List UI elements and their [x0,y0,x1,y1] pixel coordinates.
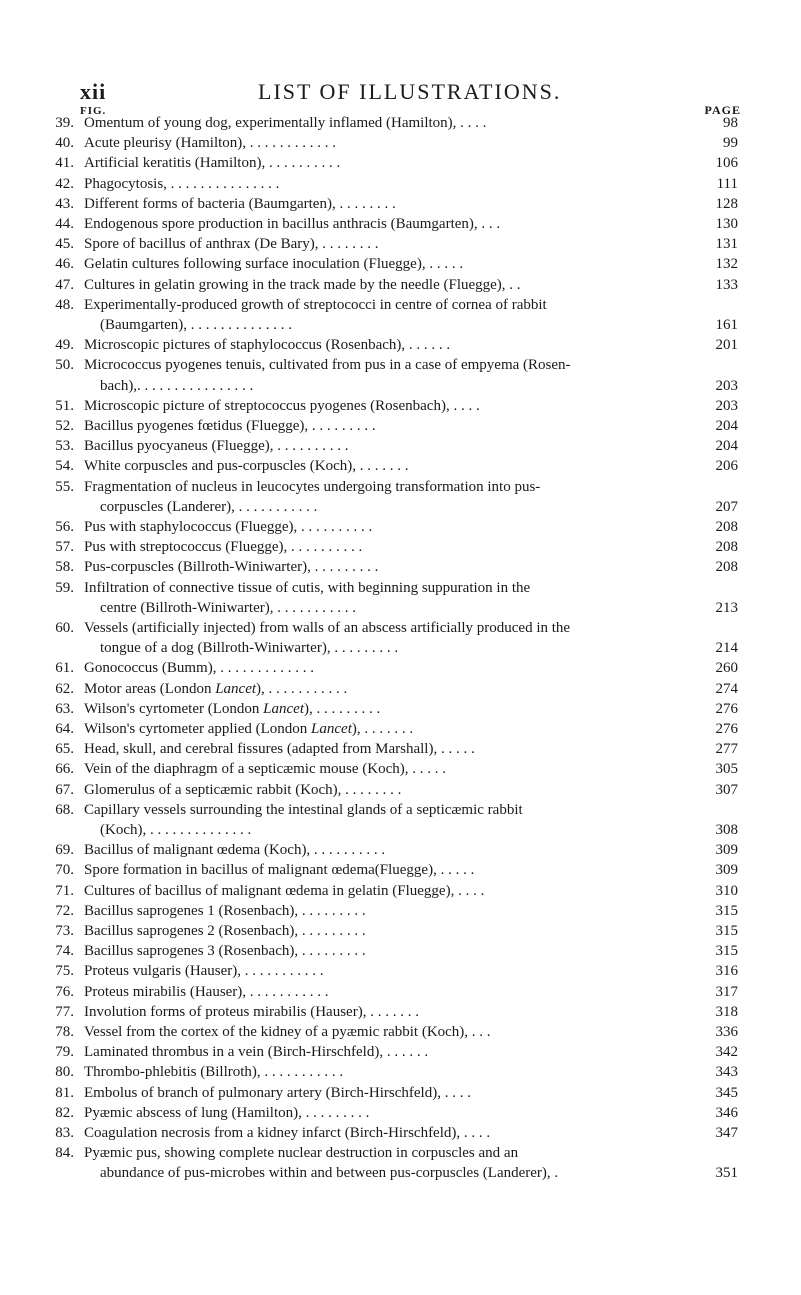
list-item [0,418,801,438]
page-reference: 132 [715,256,738,273]
figure-number: 73. [55,923,74,939]
figure-caption-line: (Baumgarten), . . . . . . . . . . . . . . [100,316,293,333]
page-reference: 214 [715,640,738,657]
list-item [0,984,801,1004]
page-reference: 317 [715,983,738,1000]
list-item [0,115,801,135]
figure-number: 48. [55,296,74,313]
list-item [0,1125,801,1145]
list-item [0,741,801,761]
figure-caption-line: Head, skull, and cerebral fissures (adapted from Marshall), . . . . . [84,741,475,758]
list-item [0,1064,801,1084]
list-item [0,216,801,236]
figure-caption-line: Involution forms of proteus mirabilis (Hauser), . . . . . . . [84,1003,419,1020]
list-item [0,701,801,721]
figure-caption-line: Pus with streptococcus (Fluegge), . . . . . . . . . . [84,539,363,556]
figure-caption-line: Fragmentation of nucleus in leucocytes undergoing transformation into pus- [84,478,541,495]
figure-caption-line: Capillary vessels surrounding the intestinal glands of a septicæmic rabbit [84,801,523,818]
list-item [0,256,801,276]
page-reference: 203 [715,397,738,414]
page-reference: 315 [715,923,738,939]
list-item [0,620,801,660]
figure-number: 66. [55,761,74,778]
page-reference: 204 [715,418,738,434]
list-item [0,479,801,519]
list-item [0,660,801,680]
figure-caption-line: abundance of pus-microbes within and between pus-corpuscles (Landerer), . [100,1165,559,1182]
figure-caption-line: Different forms of bacteria (Baumgarten), . . . . . . . . [84,195,396,212]
figure-number: 46. [55,256,74,273]
figure-number: 47. [55,276,74,293]
page-reference: 111 [716,175,738,192]
page-reference: 315 [715,943,738,960]
figure-number: 49. [55,337,74,354]
list-item [0,1024,801,1044]
figure-number: 72. [55,902,74,919]
list-item [0,963,801,983]
figure-number: 60. [55,620,74,636]
figure-number: 77. [55,1003,74,1020]
list-item [0,782,801,802]
figure-number: 62. [55,680,74,697]
page-reference: 343 [715,1064,738,1081]
list-item [0,802,801,842]
figure-caption-line: Wilson's cyrtometer (London Lancet), . . . . . . . . . [84,700,381,717]
list-item [0,398,801,418]
page-reference: 316 [715,963,738,980]
list-item [0,236,801,256]
page-reference: 315 [715,902,738,919]
figure-caption-line: Vessel from the cortex of the kidney of a pyæmic rabbit (Koch), . . . [84,1024,491,1040]
running-head: LIST OF ILLUSTRATIONS. [258,79,562,104]
list-item [0,580,801,620]
page-reference: 203 [715,377,738,394]
figure-caption-line: Spore of bacillus of anthrax (De Bary), . . . . . . . . [84,236,379,253]
page-reference: 274 [715,680,738,697]
page-reference: 277 [715,741,738,758]
page-reference: 305 [715,761,738,778]
page-reference: 276 [715,700,738,717]
list-item [0,519,801,539]
figure-number: 80. [55,1064,74,1081]
list-item [0,923,801,943]
figure-caption-line: Vein of the diaphragm of a septicæmic mouse (Koch), . . . . . [84,761,446,778]
page-reference: 208 [715,539,738,556]
figure-number: 76. [55,983,74,1000]
figure-number: 69. [55,842,74,859]
figure-caption-line: Bacillus of malignant œdema (Koch), . . . . . . . . . . [84,842,386,859]
figure-caption-line: Experimentally-produced growth of streptococci in centre of cornea of rabbit [84,296,547,313]
fig-column-label: FIG. [80,105,107,117]
page-reference: 130 [715,216,738,232]
figure-caption-line: Phagocytosis, . . . . . . . . . . . . . . . [84,175,280,192]
figure-caption-line: Pyæmic pus, showing complete nuclear destruction in corpuscles and an [84,1145,519,1162]
figure-number: 59. [55,579,74,596]
page-reference: 204 [715,438,738,455]
page-reference: 260 [715,660,738,677]
figure-caption-line: (Koch), . . . . . . . . . . . . . . [100,821,252,838]
list-item [0,1105,801,1125]
figure-caption-line: Pus with staphylococcus (Fluegge), . . . . . . . . . . [84,519,373,535]
page-reference: 309 [715,842,738,859]
figure-caption-line: Cultures of bacillus of malignant œdema in gelatin (Fluegge), . . . . [84,882,485,899]
page-reference: 342 [715,1044,738,1061]
figure-number: 65. [55,741,74,758]
page-reference: 309 [715,862,738,879]
figure-number: 39. [55,115,74,131]
figure-number: 70. [55,862,74,879]
list-item [0,357,801,397]
list-item [0,903,801,923]
page-reference: 128 [715,195,738,212]
figure-number: 67. [55,781,74,798]
page-reference: 131 [715,236,738,253]
figure-number: 52. [55,418,74,434]
page-reference: 161 [715,316,738,333]
figure-number: 55. [55,478,74,495]
figure-caption-line: Laminated thrombus in a vein (Birch-Hirschfeld), . . . . . . [84,1044,429,1061]
figure-caption-line: Glomerulus of a septicæmic rabbit (Koch), . . . . . . . . [84,781,402,798]
figure-caption-line: Endogenous spore production in bacillus anthracis (Baumgarten), . . . [84,216,501,232]
figure-number: 61. [55,660,74,677]
figure-caption-line: Bacillus saprogenes 3 (Rosenbach), . . . . . . . . . [84,943,366,960]
figure-caption-line: centre (Billroth-Winiwarter), . . . . . . . . . . . [100,599,356,616]
list-item [0,337,801,357]
page-reference: 208 [715,519,738,535]
figure-caption-line: Bacillus saprogenes 2 (Rosenbach), . . . . . . . . . [84,923,366,939]
figure-caption-line: Bacillus pyogenes fœtidus (Fluegge), . . . . . . . . . [84,418,376,434]
figure-number: 82. [55,1104,74,1121]
page-reference: 106 [715,155,738,172]
figure-caption-line: Omentum of young dog, experimentally inflamed (Hamilton), . . . . [84,115,487,131]
list-item [0,438,801,458]
figure-caption-line: Wilson's cyrtometer applied (London Lancet), . . . . . . . [84,721,414,737]
figure-number: 58. [55,559,74,576]
page-number: xii [80,79,107,104]
figure-number: 43. [55,195,74,212]
page-reference: 336 [715,1024,738,1040]
list-item [0,862,801,882]
figure-number: 50. [55,357,74,374]
figure-caption-line: Artificial keratitis (Hamilton), . . . . . . . . . . [84,155,341,172]
figure-number: 53. [55,438,74,455]
list-item [0,1004,801,1024]
figure-caption-line: Bacillus saprogenes 1 (Rosenbach), . . . . . . . . . [84,902,366,919]
page-reference: 133 [715,276,738,293]
page-reference: 276 [715,721,738,737]
figure-number: 51. [55,397,74,414]
figure-caption-line: Cultures in gelatin growing in the track made by the needle (Fluegge), . . [84,276,521,293]
list-item [0,1085,801,1105]
list-item [0,277,801,297]
figure-number: 81. [55,1084,74,1101]
list-item [0,196,801,216]
figure-number: 57. [55,539,74,556]
figure-number: 64. [55,721,74,737]
page-reference: 98 [723,115,738,131]
page-reference: 213 [715,599,738,616]
list-item [0,539,801,559]
page-reference: 351 [715,1165,738,1182]
figure-caption-line: Gelatin cultures following surface inoculation (Fluegge), . . . . . [84,256,464,273]
figure-caption-line: Pus-corpuscles (Billroth-Winiwarter), . . . . . . . . . [84,559,379,576]
figure-number: 45. [55,236,74,253]
figure-number: 40. [55,135,74,152]
page-reference: 310 [715,882,738,899]
list-item [0,681,801,701]
figure-caption-line: bach),. . . . . . . . . . . . . . . . [100,377,254,394]
page-reference: 99 [723,135,738,152]
list-item [0,176,801,196]
figure-caption-line: Microscopic picture of streptococcus pyogenes (Rosenbach), . . . . [84,397,480,414]
list-item [0,155,801,175]
figure-caption-line: Microscopic pictures of staphylococcus (Rosenbach), . . . . . . [84,337,451,354]
figure-caption-line: Coagulation necrosis from a kidney infarct (Birch-Hirschfeld), . . . . [84,1125,491,1141]
list-item [0,761,801,781]
figure-caption-line: Proteus mirabilis (Hauser), . . . . . . . . . . . [84,983,329,1000]
figure-caption-line: Vessels (artificially injected) from walls of an abscess artificially produced in the [84,620,571,636]
figure-caption-line: Gonococcus (Bumm), . . . . . . . . . . . . . [84,660,314,677]
page-reference: 318 [715,1003,738,1020]
page-reference: 345 [715,1084,738,1101]
figure-caption-line: White corpuscles and pus-corpuscles (Koch), . . . . . . . [84,458,409,475]
figure-caption-line: Proteus vulgaris (Hauser), . . . . . . . . . . . [84,963,324,980]
list-item [0,1145,801,1185]
list-item [0,1044,801,1064]
page-reference: 201 [715,337,738,354]
figure-caption-line: Micrococcus pyogenes tenuis, cultivated from pus in a case of empyema (Rosen- [84,357,571,374]
page-column-label: PAGE [704,103,741,117]
figure-caption-line: Acute pleurisy (Hamilton), . . . . . . . . . . . . [84,135,337,152]
figure-caption-line: tongue of a dog (Billroth-Winiwarter), . . . . . . . . . [100,640,399,657]
figure-caption-line: Pyæmic abscess of lung (Hamilton), . . . . . . . . . [84,1104,370,1121]
list-item [0,943,801,963]
figure-caption-line: Spore formation in bacillus of malignant œdema(Fluegge), . . . . . [84,862,475,879]
list-item [0,842,801,862]
page-reference: 307 [715,781,738,798]
list-item [0,883,801,903]
figure-caption-line: Embolus of branch of pulmonary artery (Birch-Hirschfeld), . . . . [84,1084,471,1101]
figure-caption-line: Infiltration of connective tissue of cutis, with beginning suppuration in the [84,579,531,596]
page-reference: 308 [715,821,738,838]
page-reference: 347 [715,1125,738,1141]
figure-number: 63. [55,700,74,717]
list-item [0,297,801,337]
figure-number: 71. [55,882,74,899]
figure-number: 44. [55,216,74,232]
page-reference: 346 [715,1104,738,1121]
page-reference: 207 [715,498,738,515]
figure-number: 79. [55,1044,74,1061]
page-reference: 206 [715,458,738,475]
figure-number: 42. [55,175,74,192]
figure-number: 84. [55,1145,74,1162]
figure-number: 78. [55,1024,74,1040]
page-reference: 208 [715,559,738,576]
figure-caption-line: Thrombo-phlebitis (Billroth), . . . . . . . . . . . [84,1064,344,1081]
list-item [0,721,801,741]
list-item [0,559,801,579]
figure-number: 75. [55,963,74,980]
figure-number: 54. [55,458,74,475]
figure-number: 83. [55,1125,74,1141]
figure-number: 74. [55,943,74,960]
figure-number: 41. [55,155,74,172]
list-item [0,135,801,155]
figure-number: 68. [55,801,74,818]
list-item [0,458,801,478]
figure-caption-line: corpuscles (Landerer), . . . . . . . . . . . [100,498,318,515]
figure-caption-line: Motor areas (London Lancet), . . . . . . . . . . . [84,680,348,697]
figure-number: 56. [55,519,74,535]
figure-caption-line: Bacillus pyocyaneus (Fluegge), . . . . . . . . . . [84,438,349,455]
